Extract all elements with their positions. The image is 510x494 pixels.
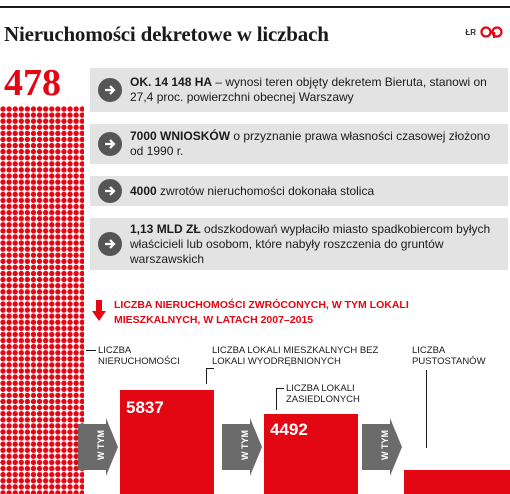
fact-compensation [90, 218, 508, 270]
arrow-right-icon [98, 132, 122, 156]
publisher-logo [480, 26, 504, 38]
connector-line [206, 368, 207, 384]
connector-line [276, 388, 277, 410]
property-count: 478 [4, 62, 61, 104]
connector-line [276, 388, 284, 389]
connector-line [426, 370, 427, 448]
fact-area [90, 68, 508, 112]
fact-text: 7000 WNIOSKÓW o przyznanie prawa własności czasowej złożono od 1990 r. [130, 129, 491, 158]
top-rule [0, 6, 510, 8]
fact-applications [90, 124, 508, 164]
w-tym-label: W TYM [380, 430, 390, 460]
label-lokale: LICZBA LOKALI MIESZKALNYCH BEZ LOKALI WYODRĘBNIONYCH [212, 345, 379, 367]
author-credit: ŁR [465, 28, 476, 37]
property-dots [0, 106, 84, 494]
w-tym-label: W TYM [96, 430, 106, 460]
arrow-right-icon [98, 232, 122, 256]
section-title: LICZBA NIERUCHOMOŚCI ZWRÓCONYCH, W TYM LOKALI MIESZKALNYCH, W LATACH 2007–2015 [114, 299, 409, 326]
fact-text: 1,13 MLD ZŁ odszkodowań wypłaciło miasto spadkobiercom byłych właścicieli lub osobom, które nabyły roszczenia do gruntów warszawskich [130, 221, 491, 266]
bar-pustostany [404, 470, 510, 494]
fact-returns [90, 176, 508, 206]
fact-text: 4000 zwrotów nieruchomości dokonała stolica [130, 183, 375, 198]
arrow-right-icon [98, 179, 122, 203]
fact-text: OK. 14 148 HA – wynosi teren objęty dekretem Bieruta, stanowi on 27,4 proc. powierzchni obecnej Warszawy [130, 75, 487, 104]
arrow-right-icon [98, 78, 122, 102]
bar-value-pustostany: 1346 [408, 447, 446, 466]
bar-value-lokale: 5837 [126, 398, 164, 417]
label-zasiedlone: LICZBA LOKALI ZASIEDLONYCH [286, 383, 360, 405]
bar-value-zasiedlone: 4492 [270, 420, 308, 439]
arrow-down-icon [92, 300, 106, 322]
label-pustostany: LICZBA PUSTOSTANÓW [412, 345, 486, 367]
label-nieruchomosci: LICZBA NIERUCHOMOŚCI [98, 345, 180, 367]
connector-line [206, 368, 214, 369]
connector-line [86, 350, 96, 351]
w-tym-label: W TYM [240, 430, 250, 460]
page-title: Nieruchomości dekretowe w liczbach [4, 22, 329, 46]
